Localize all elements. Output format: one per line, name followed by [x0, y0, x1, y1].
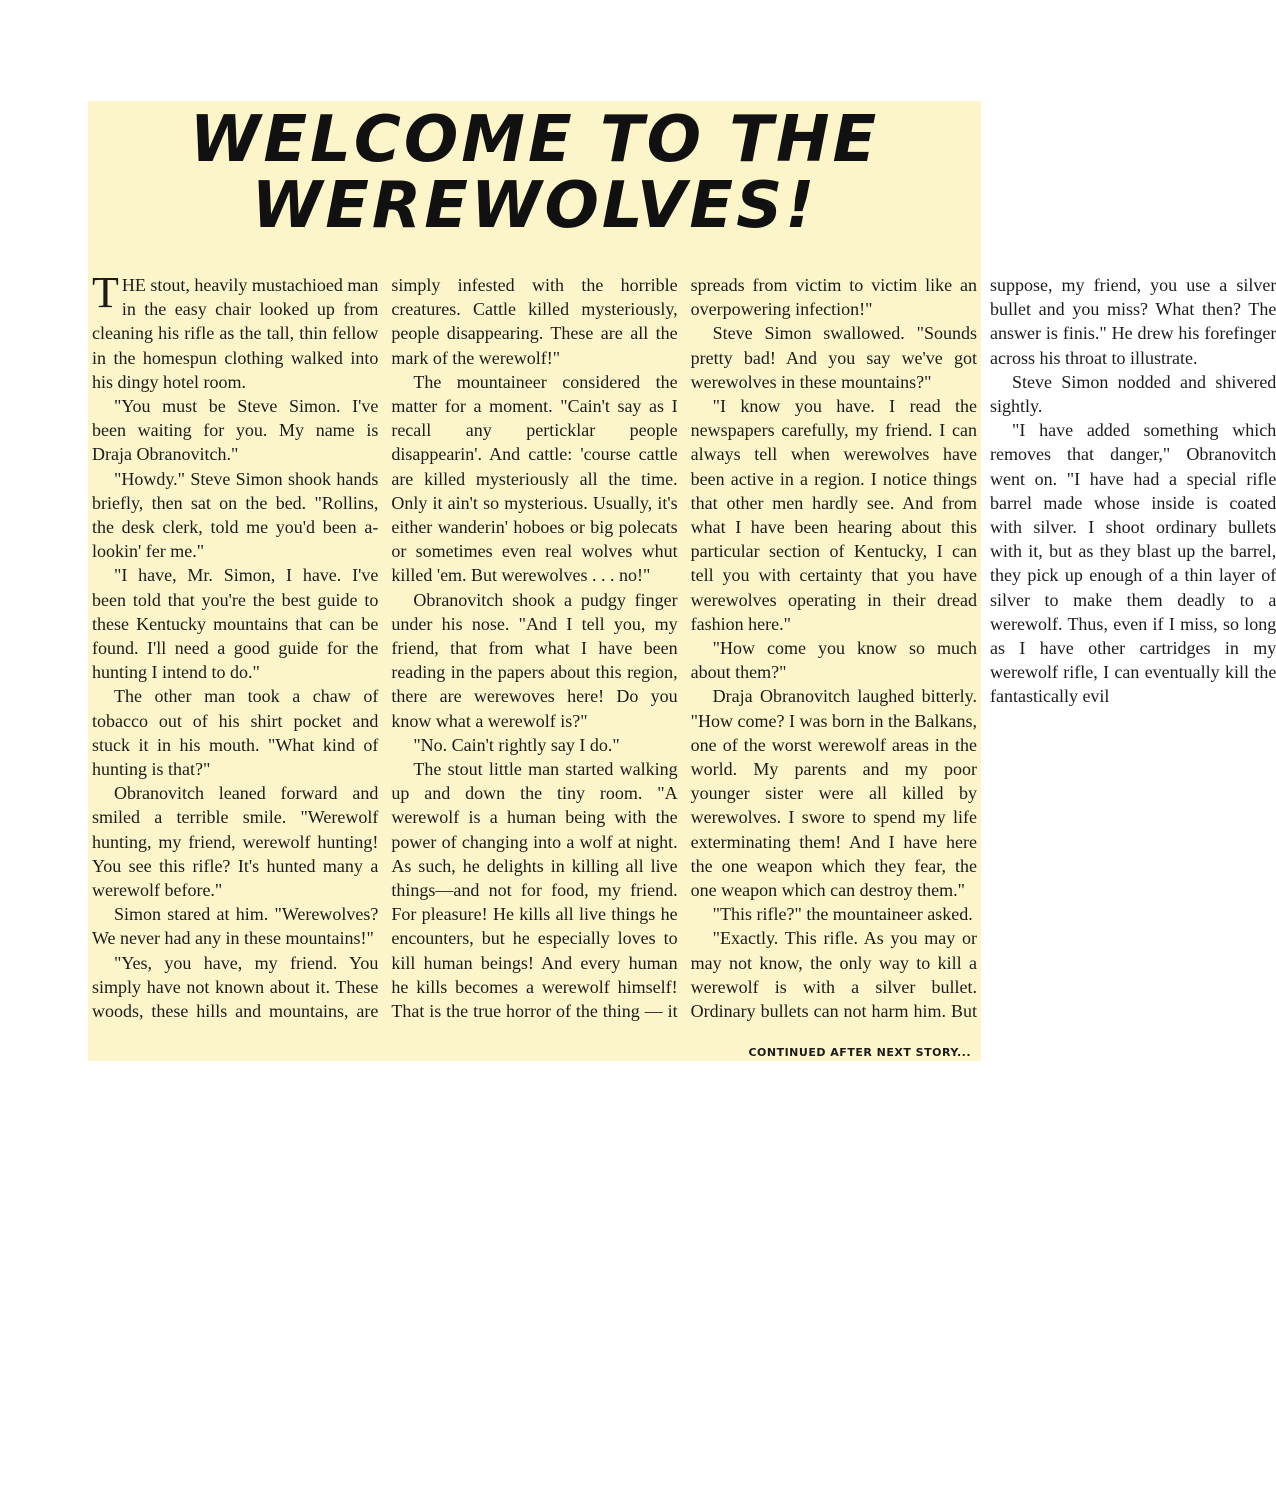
paragraph: "This rifle?" the mountaineer asked.	[712, 904, 973, 925]
paragraph: The stout little man started walking up and down the tiny room. "A werewolf is a human being with the power of changing into a wolf at night. As such, he delights in killing all live things—and not for food, my friend. For pleasure! He kills all live things he encounters, but he especially loves to kill human beings! And every human he kills becomes a werewolf himself! That is the true horror of the thing — it spreads from victim to victim like an overpowering infection!"	[391, 275, 977, 1022]
paragraph: Simon stared at him. "Werewolves? We never had any in these mountains!"	[92, 904, 379, 949]
paragraph: "How come you know so much about them?"	[690, 638, 977, 683]
paragraph: Steve Simon nodded and shivered sightly.	[989, 371, 1276, 417]
story-text	[92, 268, 1276, 1043]
title-line-2: WEREWOLVES!	[251, 169, 818, 243]
continued-note: CONTINUED AFTER NEXT STORY...	[748, 1046, 971, 1059]
paragraph: "You must be Steve Simon. I've been waiting for you. My name is Draja Obranovitch."	[92, 396, 379, 465]
story-panel	[88, 101, 1276, 1061]
story-title	[100, 103, 969, 243]
paragraph: Draja Obranovitch laughed bitterly. "How come? I was born in the Balkans, one of the worst werewolf areas in the world. My parents and my poor younger sister were all killed by werewolves. I swore to spend my life exterminating them! And I have here the one weapon which they fear, the one weapon which can destroy them."	[690, 686, 977, 901]
paragraph: THE stout, heavily mustachioed man in the easy chair looked up from cleaning his rifle as the tall, thin fellow in the homespun clothing walked into his dingy hotel room.	[92, 268, 379, 392]
paragraph: Obranovitch leaned forward and smiled a terrible smile. "Werewolf hunting, my friend, werewolf hunting! You see this rifle? It's hunted many a werewolf before."	[92, 783, 379, 901]
drop-cap: T	[92, 268, 119, 317]
paragraph: The other man took a chaw of tobacco out of his shirt pocket and stuck it in his mouth. "What kind of hunting is that?"	[92, 686, 379, 780]
paragraph: "I have, Mr. Simon, I have. I've been told that you're the best guide to these Kentucky mountains that can be found. I'll need a good guide for the hunting I intend to do."	[92, 565, 379, 683]
paragraph: Obranovitch shook a pudgy finger under his nose. "And I tell you, my friend, that from what I have been reading in the papers about this region, there are werewoves here! Do you know what a werewolf is?"	[391, 589, 678, 731]
paragraph: Steve Simon swallowed. "Sounds pretty bad! And you say we've got werewolves in these mountains?"	[690, 323, 977, 392]
paragraph: "I have added something which removes that danger," Obranovitch went on. "I have had a special rifle barrel made whose inside is coated with silver. I shoot ordinary bullets with it, but as they blast up the barrel, they pick up enough of a thin layer of silver to make them deadly to a werewolf. Thus, even if I miss, so long as I have other cartridges in my werewolf rifle, I can eventually kill the fantastically evil	[989, 420, 1276, 707]
paragraph: "Exactly. This rifle. As you may or may not know, the only way to kill a werewolf is with a silver bullet. Ordinary bullets can not harm him. But suppose, my friend, you use a silver bullet and you miss? What then? The answer is finis." He drew his forefinger across his throat to illustrate.	[690, 275, 1276, 1022]
title-line-1: WELCOME TO THE	[189, 103, 880, 177]
paragraph: "I know you have. I read the newspapers carefully, my friend. I can always tell when werewolves have been active in a region. I notice things that other men hardly see. And from what I have been hearing about this particular section of Kentucky, I can tell you with certainty that you have werewolves operating in their dread fashion here."	[690, 396, 977, 634]
paragraph: "No. Cain't rightly say I do."	[413, 734, 620, 755]
paragraph: "Howdy." Steve Simon shook hands briefly, then sat on the bed. "Rollins, the desk clerk, told me you'd been a-lookin' fer me."	[92, 468, 379, 562]
paragraph: "Yes, you have, my friend. You simply have not known about it. These woods, these hills and mountains, are simply infested with the horrible creatures. Cattle killed mysteriously, people disappearing. These are all the mark of the werewolf!"	[92, 275, 678, 1022]
paragraph: The mountaineer considered the matter for a moment. "Cain't say as I recall any perticklar people disappearin'. And cattle: 'course cattle are killed mysteriously all the time. Only it ain't so mysterious. Usually, it's either wanderin' hoboes or big polecats or sometimes even real wolves whut killed 'em. But werewolves . . . no!"	[391, 371, 678, 586]
